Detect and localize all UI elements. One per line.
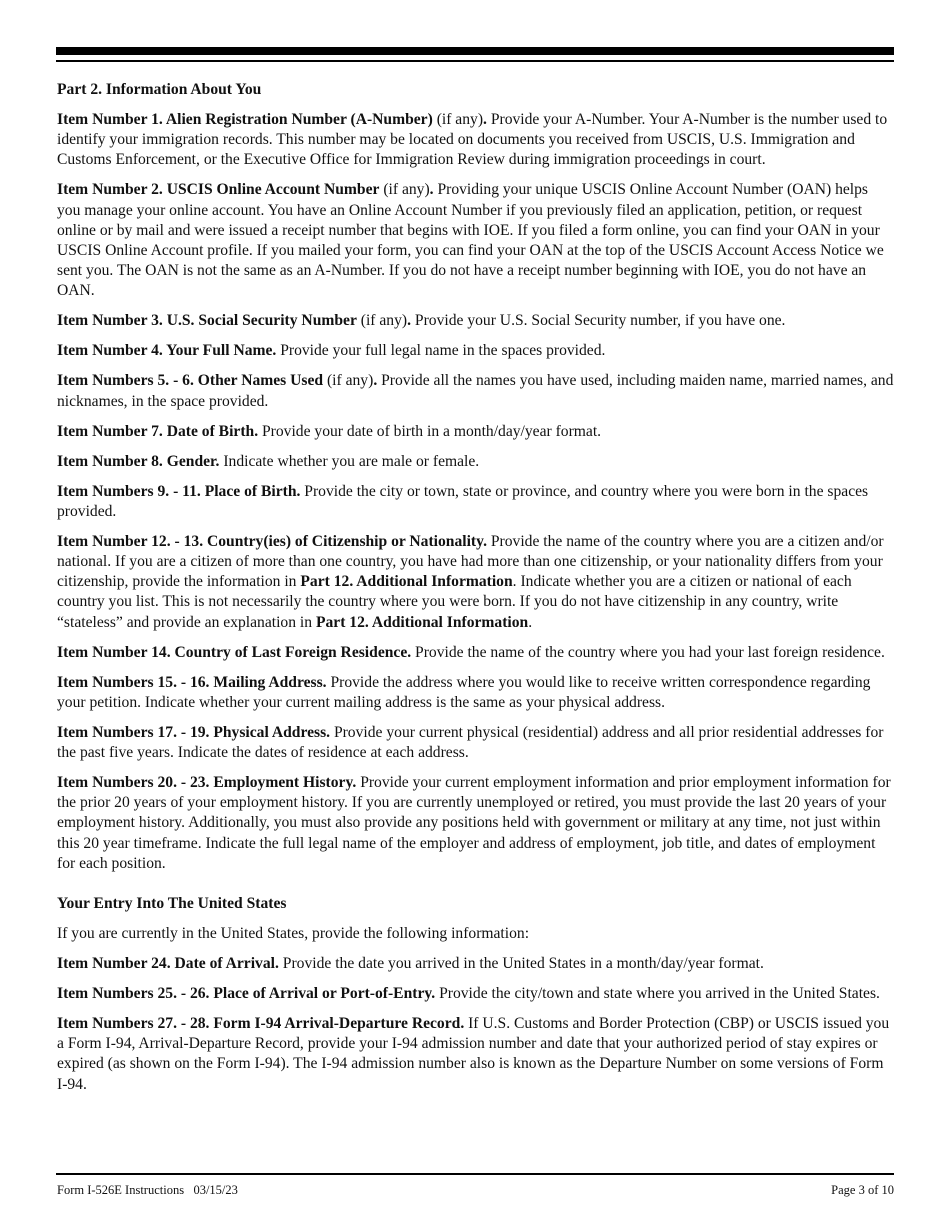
item-paragraph: [57, 341, 895, 361]
section-intro: If you are currently in the United States, provide the following information:: [57, 925, 530, 943]
item-paragraph: [57, 954, 895, 974]
item-label: Item Number 4. Your Full Name.: [57, 342, 277, 360]
part-reference: Part 12. Additional Information: [315, 613, 529, 631]
item-paragraph: [57, 673, 895, 713]
item-label: Item Number 2. USCIS Online Account Number: [57, 181, 380, 199]
item-paragraph: [57, 984, 895, 1004]
item-text: Provide the date you arrived in the United States in a month/day/year format.: [278, 955, 764, 973]
item-text: Provide all the names you have used, including maiden name, married names, and nicknames, in the space provided.: [57, 372, 894, 410]
item-paragraph: [57, 723, 895, 763]
part-reference: Part 12. Additional Information: [300, 573, 513, 591]
item-label: Item Numbers 25. - 26. Place of Arrival or Port-of-Entry.: [57, 985, 436, 1003]
item-text: Indicate whether you are male or female.: [219, 452, 480, 470]
item-text: Provide your current physical (residential) address and all prior residential addresses for the past five years. Indicate the dates of residence at each address.: [57, 723, 884, 762]
item-label: Item Number 12. - 13. Country(ies) of Citizenship or Nationality.: [57, 532, 487, 550]
item-label: Item Numbers 15. - 16. Mailing Address.: [57, 673, 327, 691]
item-label: Item Numbers 9. - 11. Place of Birth.: [57, 482, 301, 500]
item-text: Provide your full legal name in the spaces provided.: [276, 342, 606, 360]
item-label: Item Number 3. U.S. Social Security Number: [57, 312, 357, 330]
page-number: Page 3 of 10: [831, 1183, 894, 1197]
footer-rule: [56, 1173, 894, 1175]
item-label: Item Numbers 17. - 19. Physical Address.: [57, 723, 331, 741]
item-label: Item Numbers 20. - 23. Employment History.: [57, 774, 357, 792]
item-text: Provide your A-Number. Your A-Number is the number used to identify your immigration records. This number may be located on documents you received from USCIS, U.S. Immigration and Customs Enforcement, or the Executive Office for Immigration Review during immigration proceedings in court.: [57, 111, 888, 169]
item-text: Provide your U.S. Social Security number, if you have one.: [411, 312, 786, 330]
item-text: Provide your date of birth in a month/day/year format.: [258, 422, 602, 440]
item-paragraph: Item Number 12. - 13. Country(ies) of Citizenship or Nationality. Provide the name of the country where you are a citizen and/or national. If you are a citizen of more than one country, you have had more than one citizenship, or your nationality differs from your citizenship, provide the information in Part 12. Additional Information. Indicate whether you are a citizen or national of each country you list. This is not necessarily the country where you were born. If you do not have citizenship in any country, write “stateless” and provide an explanation in Part 12. Additional Information.: [57, 532, 884, 631]
section-title: Your Entry Into The United States: [57, 895, 287, 913]
item-paragraph: [57, 452, 895, 472]
item-text: Provide the address where you would like to receive written correspondence regarding your petition. Indicate whether your current mailing address is the same as your physical address.: [57, 673, 871, 711]
item-label: Item Number 24. Date of Arrival.: [57, 955, 279, 973]
item-text: Providing your unique USCIS Online Account Number (OAN) helps you manage your online account. You have an Online Account Number if you previously filed an application, petition, or request online or by mail and were issued a receipt number that begins with IOE. If you filed a form online, you can find your OAN in your USCIS Online Account profile. If you mailed your form, you can find your OAN at the top of the USCIS Account Access Notice we sent you. The OAN is not the same as an A-Number. If you do not have a receipt number beginning with IOE, you do not have an OAN.: [57, 181, 884, 300]
item-paragraph: [57, 773, 895, 874]
item-label: Item Numbers 5. - 6. Other Names Used: [57, 372, 324, 390]
item-text: Provide the city or town, state or province, and country where you were born in the spaces provided.: [57, 482, 869, 520]
item-label: Item Numbers 27. - 28. Form I-94 Arrival-Departure Record.: [57, 1015, 465, 1033]
item-text: Provide the name of the country where you had your last foreign residence.: [411, 643, 885, 661]
item-paragraph: Item Number 1. Alien Registration Number (A-Number) (if any). Provide your A-Number. Your A-Number is the number used to identify your immigration records. This number may be located on documents you received from USCIS, U.S. Immigration and Customs Enforcement, or the Executive Office for Immigration Review during immigration proceedings in court.: [57, 111, 888, 169]
item-text: Provide the name of the country where you are a citizen and/or national. If you are a citizen of more than one country, you have had more than one citizenship, or your nationality differs from your citizenship, provide the information in: [57, 532, 884, 591]
item-text: If U.S. Customs and Border Protection (CBP) or USCIS issued you a Form I-94, Arrival-Departure Record, provide your I-94 admission number and date that your authorized period of stay expires or expired (as shown on the Form I-94). The I-94 admission number also is known as the Departure Number on some versions of Form I-94.: [57, 1015, 890, 1093]
item-label: Item Number 8. Gender.: [57, 452, 220, 470]
item-paragraph: [57, 1014, 895, 1095]
item-paragraph: [57, 422, 895, 442]
item-text: Provide your current employment information and prior employment information for the prior 20 years of your employment history. If you are currently unemployed or retired, you must provide the last 20 years of your employment history. Additionally, you must also provide any positions held with government or military at any time, not just within this 20 year timeframe. Indicate the full legal name of the employer and address of employment, job title, and dates of employment for each position.: [57, 774, 891, 872]
item-label: Item Number 1. Alien Registration Number (A-Number): [57, 111, 433, 128]
item-paragraph: [57, 643, 895, 663]
item-paragraph: Item Numbers 5. - 6. Other Names Used (if any). Provide all the names you have used, including maiden name, married names, and nicknames, in the space provided.: [57, 372, 894, 410]
item-text: Provide the city/town and state where you arrived in the United States.: [435, 985, 880, 1003]
item-paragraph: Item Number 3. U.S. Social Security Number (if any). Provide your U.S. Social Security number, if you have one.: [57, 312, 786, 330]
form-identifier: Form I-526E Instructions 03/15/23: [57, 1183, 238, 1197]
document-body: [57, 80, 895, 1105]
part-title: Part 2. Information About You: [57, 81, 262, 98]
item-paragraph: [57, 482, 895, 522]
header-rule-thin: [56, 60, 894, 62]
item-paragraph: Item Number 2. USCIS Online Account Number (if any). Providing your unique USCIS Online Account Number (OAN) helps you manage your online account. You have an Online Account Number if you previously filed an application, petition, or request online or by mail and were issued a receipt number that begins with IOE. If you filed a form online, you can find your OAN in your USCIS Online Account profile. If you mailed your form, you can find your OAN at the top of the USCIS Account Access Notice we sent you. The OAN is not the same as an A-Number. If you do not have a receipt number beginning with IOE, you do not have an OAN.: [57, 181, 884, 300]
header-rule-thick: [56, 47, 894, 55]
item-label: Item Number 7. Date of Birth.: [57, 422, 259, 440]
item-label: Item Number 14. Country of Last Foreign Residence.: [57, 643, 412, 661]
